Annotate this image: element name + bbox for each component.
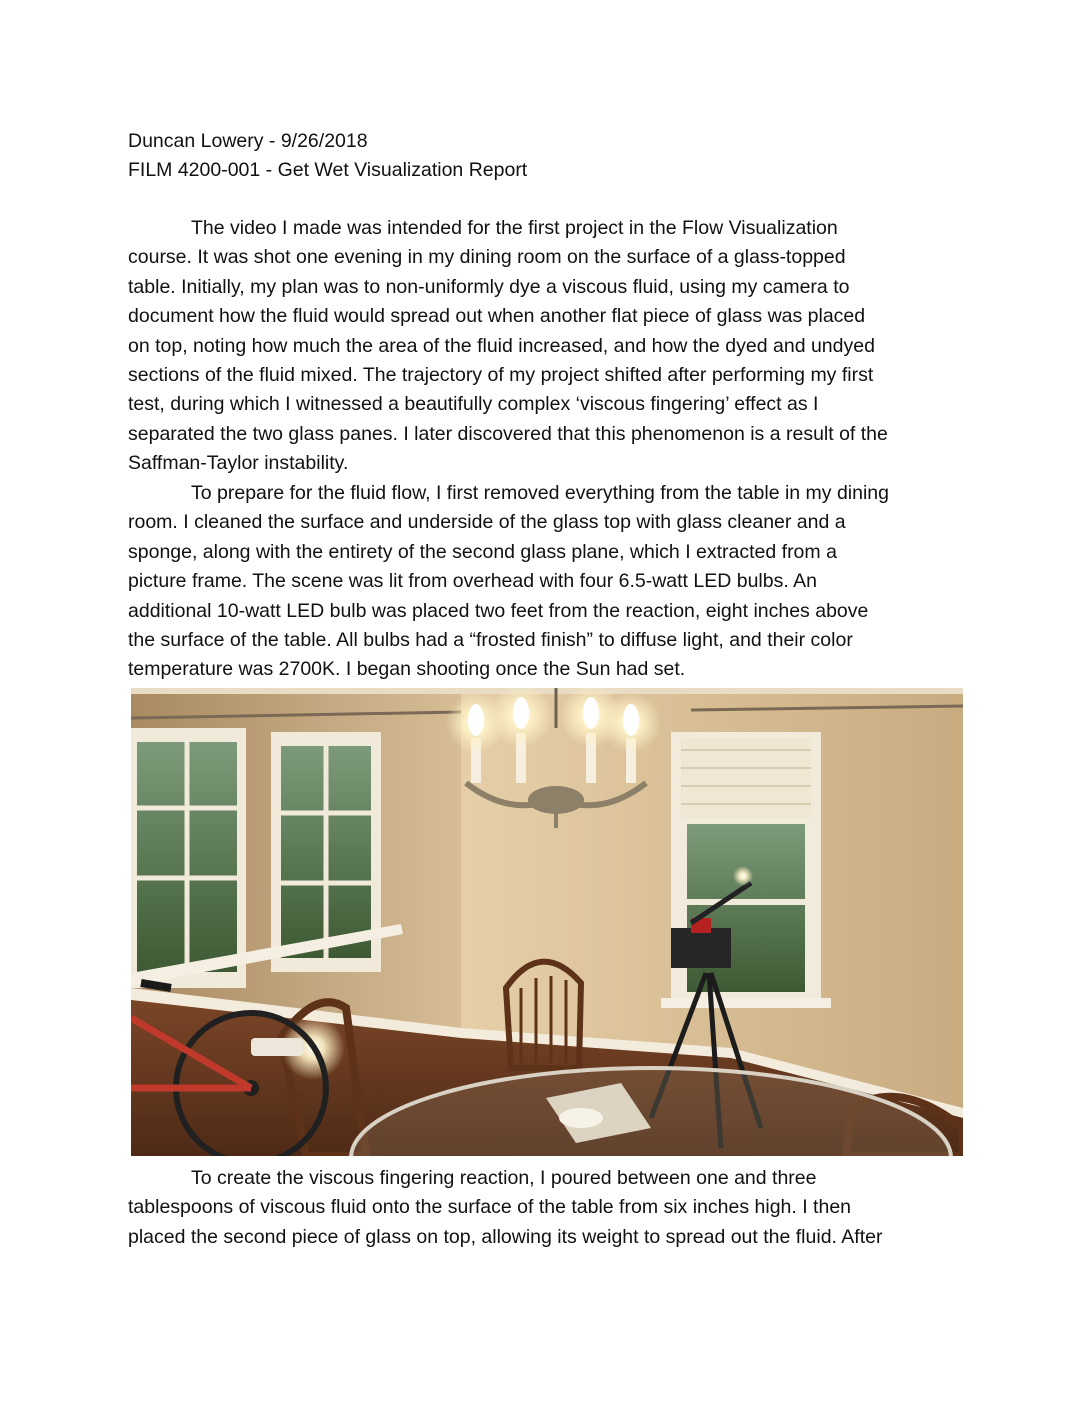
- course-title-line: FILM 4200-001 - Get Wet Visualization Report: [128, 159, 528, 181]
- dining-room-illustration: [131, 688, 963, 1156]
- paragraph-line: document how the fluid would spread out when another flat piece of glass was placed: [128, 305, 866, 328]
- paragraph-line: separated the two glass panes. I later discovered that this phenomenon is a result of the: [128, 422, 888, 445]
- paragraph-line: Saffman-Taylor instability.: [128, 452, 349, 475]
- paragraph-1: [128, 214, 964, 479]
- paragraph-line: To create the viscous fingering reaction, I poured between one and three: [191, 1167, 817, 1189]
- paragraph-line: sections of the fluid mixed. The trajectory of my project shifted after performing my first: [128, 364, 874, 387]
- paragraph-2: [128, 479, 964, 685]
- paragraph-line: The video I made was intended for the first project in the Flow Visualization: [191, 217, 838, 239]
- paragraph-line: table. Initially, my plan was to non-uniformly dye a viscous fluid, using my camera to: [128, 275, 850, 298]
- paragraph-line: course. It was shot one evening in my dining room on the surface of a glass-topped: [128, 246, 846, 269]
- dining-room-photo: [131, 688, 963, 1156]
- paragraph-line: tablespoons of viscous fluid onto the surface of the table from six inches high. I then: [128, 1196, 852, 1219]
- paragraph-line: placed the second piece of glass on top, allowing its weight to spread out the fluid. After: [128, 1225, 883, 1248]
- paragraph-line: temperature was 2700K. I began shooting once the Sun had set.: [128, 658, 686, 681]
- author-date-line: Duncan Lowery - 9/26/2018: [128, 130, 368, 152]
- paragraph-line: room. I cleaned the surface and underside of the glass top with glass cleaner and a: [128, 511, 846, 534]
- paragraph-line: test, during which I witnessed a beautifully complex ‘viscous fingering’ effect as I: [128, 393, 819, 416]
- paragraph-line: the surface of the table. All bulbs had a “frosted finish” to diffuse light, and their color: [128, 629, 853, 652]
- paragraph-line: To prepare for the fluid flow, I first removed everything from the table in my dining: [191, 482, 890, 504]
- paragraph-line: on top, noting how much the area of the fluid increased, and how the dyed and undyed: [128, 334, 875, 357]
- paragraph-line: sponge, along with the entirety of the second glass plane, which I extracted from a: [128, 540, 837, 563]
- paragraph-3: [128, 1164, 964, 1252]
- paragraph-line: picture frame. The scene was lit from overhead with four 6.5-watt LED bulbs. An: [128, 570, 817, 593]
- paragraph-line: additional 10-watt LED bulb was placed two feet from the reaction, eight inches above: [128, 599, 869, 622]
